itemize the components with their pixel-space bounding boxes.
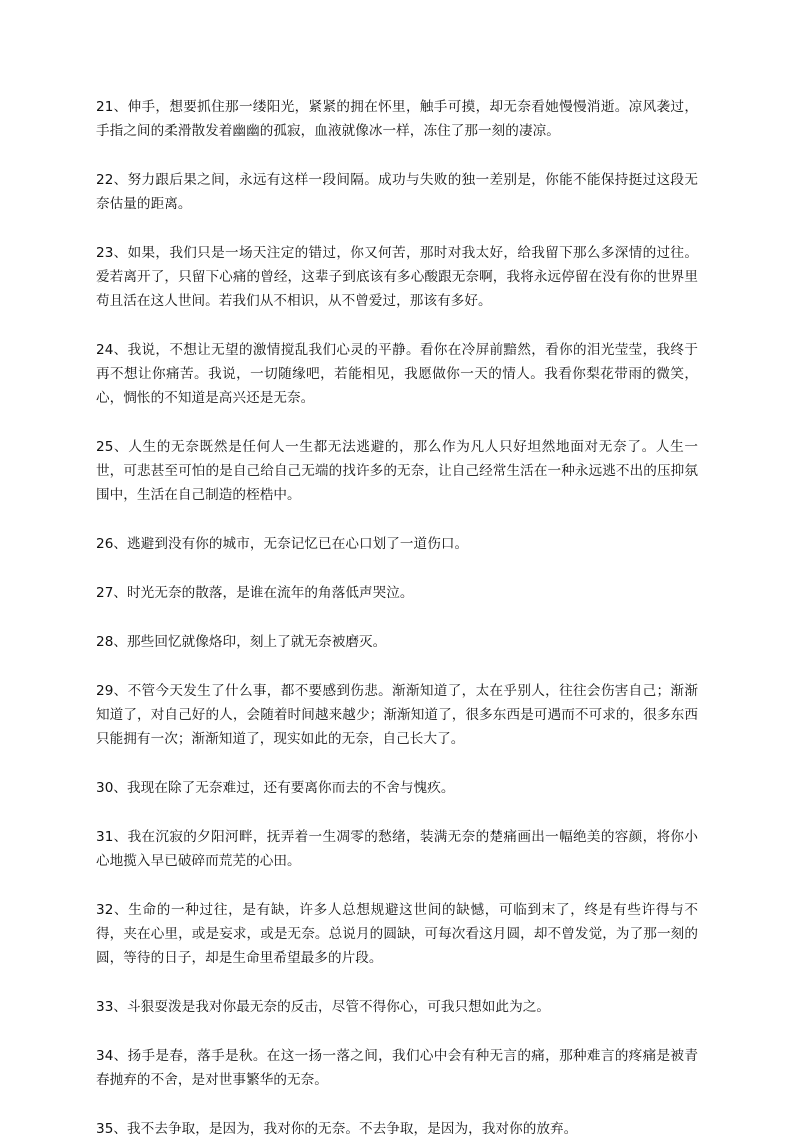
paragraph-30: 30、我现在除了无奈难过，还有要离你而去的不舍与愧疚。 bbox=[96, 780, 455, 796]
paragraph-34: 34、扬手是春，落手是秋。在这一扬一落之间，我们心中会有种无言的痛，那种难言的疼痛是被青春抛弃的不舍，是对世事繁华的无奈。 bbox=[96, 1048, 698, 1088]
paragraph-33: 33、斗狠耍泼是我对你最无奈的反击，尽管不得你心，可我只想如此为之。 bbox=[96, 999, 550, 1015]
paragraph-26: 26、逃避到没有你的城市，无奈记忆已在心口划了一道伤口。 bbox=[96, 536, 469, 552]
paragraph-28: 28、那些回忆就像烙印，刻上了就无奈被磨灭。 bbox=[96, 634, 387, 650]
paragraph-21: 21、伸手，想要抓住那一缕阳光，紧紧的拥在怀里，触手可摸，却无奈看她慢慢消逝。凉风袭过，手指之间的柔滑散发着幽幽的孤寂，血液就像冰一样，冻住了那一刻的凄凉。 bbox=[96, 99, 698, 139]
paragraph-23: 23、如果，我们只是一场天注定的错过，你又何苦，那时对我太好，给我留下那么多深情的过往。爱若离开了，只留下心痛的曾经，这辈子到底该有多心酸跟无奈啊，我将永远停留在没有你的世界里苟且活在这人世间。若我们从不相识，从不曾爱过，那该有多好。 bbox=[96, 245, 698, 309]
paragraph-31: 31、我在沉寂的夕阳河畔，抚弄着一生凋零的愁绪，装满无奈的楚痛画出一幅绝美的容颜，将你小心地揽入早已破碎而荒芜的心田。 bbox=[96, 829, 698, 869]
paragraph-24: 24、我说，不想让无望的激情搅乱我们心灵的平静。看你在冷屏前黯然，看你的泪光莹莹，我终于再不想让你痛苦。我说，一切随缘吧，若能相见，我愿做你一天的情人。我看你梨花带雨的微笑，心，惆怅的不知道是高兴还是无奈。 bbox=[96, 342, 698, 406]
paragraph-25: 25、人生的无奈既然是任何人一生都无法逃避的，那么作为凡人只好坦然地面对无奈了。人生一世，可悲甚至可怕的是自己给自己无端的找许多的无奈，让自己经常生活在一种永远逃不出的压抑氛围中，生活在自己制造的桎梏中。 bbox=[96, 439, 698, 503]
paragraph-29: 29、不管今天发生了什么事，都不要感到伤悲。渐渐知道了，太在乎别人，往往会伤害自己；渐渐知道了，对自己好的人，会随着时间越来越少；渐渐知道了，很多东西是可遇而不可求的，很多东西只能拥有一次；渐渐知道了，现实如此的无奈，自己长大了。 bbox=[96, 683, 698, 747]
paragraph-32: 32、生命的一种过往，是有缺，许多人总想规避这世间的缺憾，可临到末了，终是有些许得与不得，夹在心里，或是妄求，或是无奈。总说月的圆缺，可每次看这月圆，却不曾发觉，为了那一刻的圆，等待的日子，却是生命里希望最多的片段。 bbox=[96, 902, 698, 966]
paragraph-27: 27、时光无奈的散落，是谁在流年的角落低声哭泣。 bbox=[96, 585, 414, 601]
paragraph-35: 35、我不去争取，是因为，我对你的无奈。不去争取，是因为，我对你的放弃。 bbox=[96, 1121, 578, 1137]
paragraph-22: 22、努力跟后果之间，永远有这样一段间隔。成功与失败的独一差别是，你能不能保持挺过这段无奈估量的距离。 bbox=[96, 172, 698, 212]
